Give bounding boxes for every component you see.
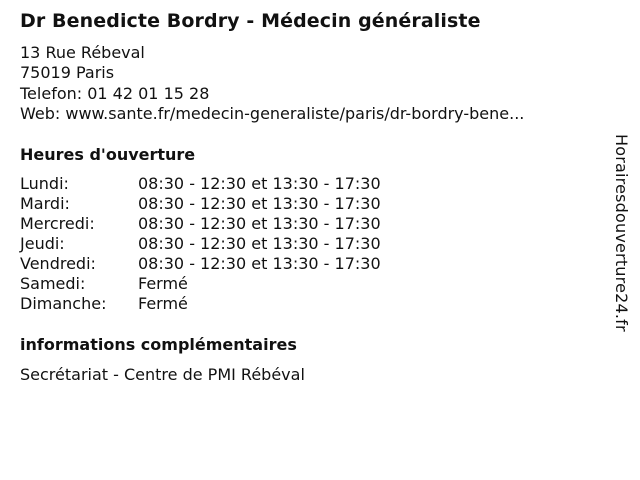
- time-value: Fermé: [138, 294, 188, 313]
- time-value: 08:30 - 12:30 et 13:30 - 17:30: [138, 174, 381, 193]
- additional-info-text: Secrétariat - Centre de PMI Rébéval: [20, 365, 305, 384]
- hours-row-thursday: [20, 234, 381, 254]
- hours-row-monday: [20, 174, 381, 194]
- hours-row-friday: [20, 254, 381, 274]
- day-label: Samedi:: [20, 274, 86, 293]
- phone-number: Telefon: 01 42 01 15 28: [20, 83, 210, 103]
- time-value: 08:30 - 12:30 et 13:30 - 17:30: [138, 254, 381, 273]
- time-value: 08:30 - 12:30 et 13:30 - 17:30: [138, 234, 381, 253]
- day-label: Lundi:: [20, 174, 69, 193]
- time-value: 08:30 - 12:30 et 13:30 - 17:30: [138, 214, 381, 233]
- hours-row-tuesday: [20, 194, 381, 214]
- opening-hours-heading: Heures d'ouverture: [20, 145, 196, 164]
- site-watermark: Horairesdouverture24.fr: [612, 134, 631, 332]
- opening-hours-table: [20, 174, 381, 314]
- page-title: Dr Benedicte Bordry - Médecin généraliste: [20, 10, 481, 32]
- time-value: 08:30 - 12:30 et 13:30 - 17:30: [138, 194, 381, 213]
- day-label: Dimanche:: [20, 294, 107, 313]
- day-label: Mardi:: [20, 194, 70, 213]
- street-address: 13 Rue Rébeval: [20, 43, 145, 62]
- address-block: [20, 43, 524, 124]
- city: 75019 Paris: [20, 63, 115, 83]
- time-value: Fermé: [138, 274, 188, 293]
- website-link: Web: www.sante.fr/medecin-generaliste/paris/dr-bordry-bene...: [20, 103, 525, 123]
- hours-row-saturday: [20, 274, 381, 294]
- additional-info-heading: informations complémentaires: [20, 335, 297, 354]
- day-label: Jeudi:: [20, 234, 65, 253]
- hours-row-wednesday: [20, 214, 381, 234]
- hours-row-sunday: [20, 294, 381, 314]
- day-label: Mercredi:: [20, 214, 95, 233]
- day-label: Vendredi:: [20, 254, 96, 273]
